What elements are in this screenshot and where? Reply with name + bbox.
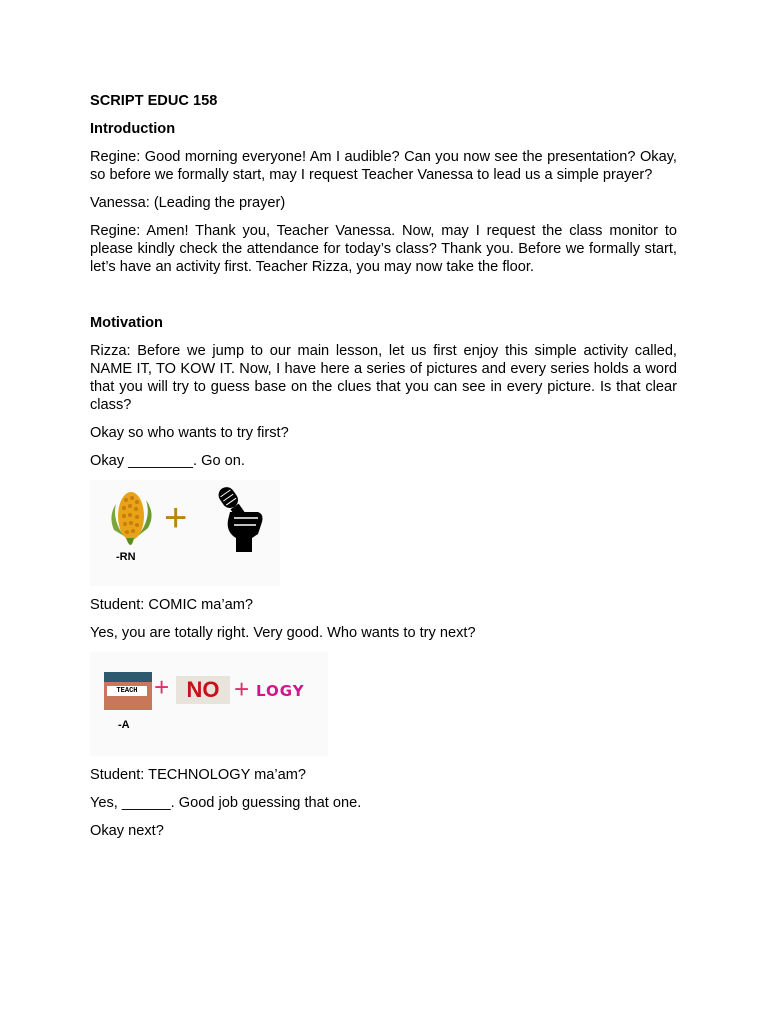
introduction-heading: Introduction xyxy=(90,121,176,137)
no-word-icon xyxy=(176,676,230,704)
teacher-response-3: Okay next? xyxy=(90,823,164,839)
document-page xyxy=(90,92,677,850)
motivation-heading: Motivation xyxy=(90,315,163,331)
section-spacer xyxy=(90,286,677,314)
puzzle-image-comic xyxy=(90,480,280,586)
document-title: SCRIPT EDUC 158 xyxy=(90,93,218,109)
intro-paragraph-2: Vanessa: (Leading the prayer) xyxy=(90,195,286,211)
no-word-text: NO xyxy=(186,677,220,702)
teacher-response-2: Yes, ______. Good job guessing that one. xyxy=(90,795,362,811)
microphone-fist-icon xyxy=(212,482,270,554)
motivation-paragraph-2: Okay so who wants to try first? xyxy=(90,425,289,441)
plus-icon: + xyxy=(154,672,170,702)
motivation-paragraph-1: Rizza: Before we jump to our main lesson, let us first enjoy this simple activity called, NAME IT, TO KOW IT. Now, I have here a series of pictures and every series holds a word that you will try to guess base on the clues that you can see in every picture. Is that clear class? xyxy=(90,343,677,413)
plus-icon: + xyxy=(234,674,250,704)
corn-icon xyxy=(104,486,160,552)
student-answer-2: Student: TECHNOLOGY ma’am? xyxy=(90,767,307,783)
teach-sign-icon xyxy=(104,672,152,710)
plus-icon: + xyxy=(164,496,188,540)
intro-paragraph-3: Regine: Amen! Thank you, Teacher Vanessa. Now, may I request the class monitor to please kindly check the attendance for today’s class? Thank you. Before we formally start, let’s have an activity first. Teacher Rizza, you may now take the floor. xyxy=(90,223,677,275)
puzzle-caption-rn: -RN xyxy=(116,551,136,563)
intro-paragraph-1: Regine: Good morning everyone! Am I audible? Can you now see the presentation? Okay, so before we formally start, may I request Teacher Vanessa to lead us a simple prayer? xyxy=(90,149,677,183)
puzzle-image-technology xyxy=(90,652,328,756)
teach-text: TEACH xyxy=(107,686,147,696)
logy-word: LOGY xyxy=(256,682,305,700)
puzzle-caption-a: -A xyxy=(118,719,130,731)
motivation-paragraph-3: Okay ________. Go on. xyxy=(90,453,245,469)
student-answer-1: Student: COMIC ma’am? xyxy=(90,597,254,613)
teacher-response-1: Yes, you are totally right. Very good. Who wants to try next? xyxy=(90,625,476,641)
